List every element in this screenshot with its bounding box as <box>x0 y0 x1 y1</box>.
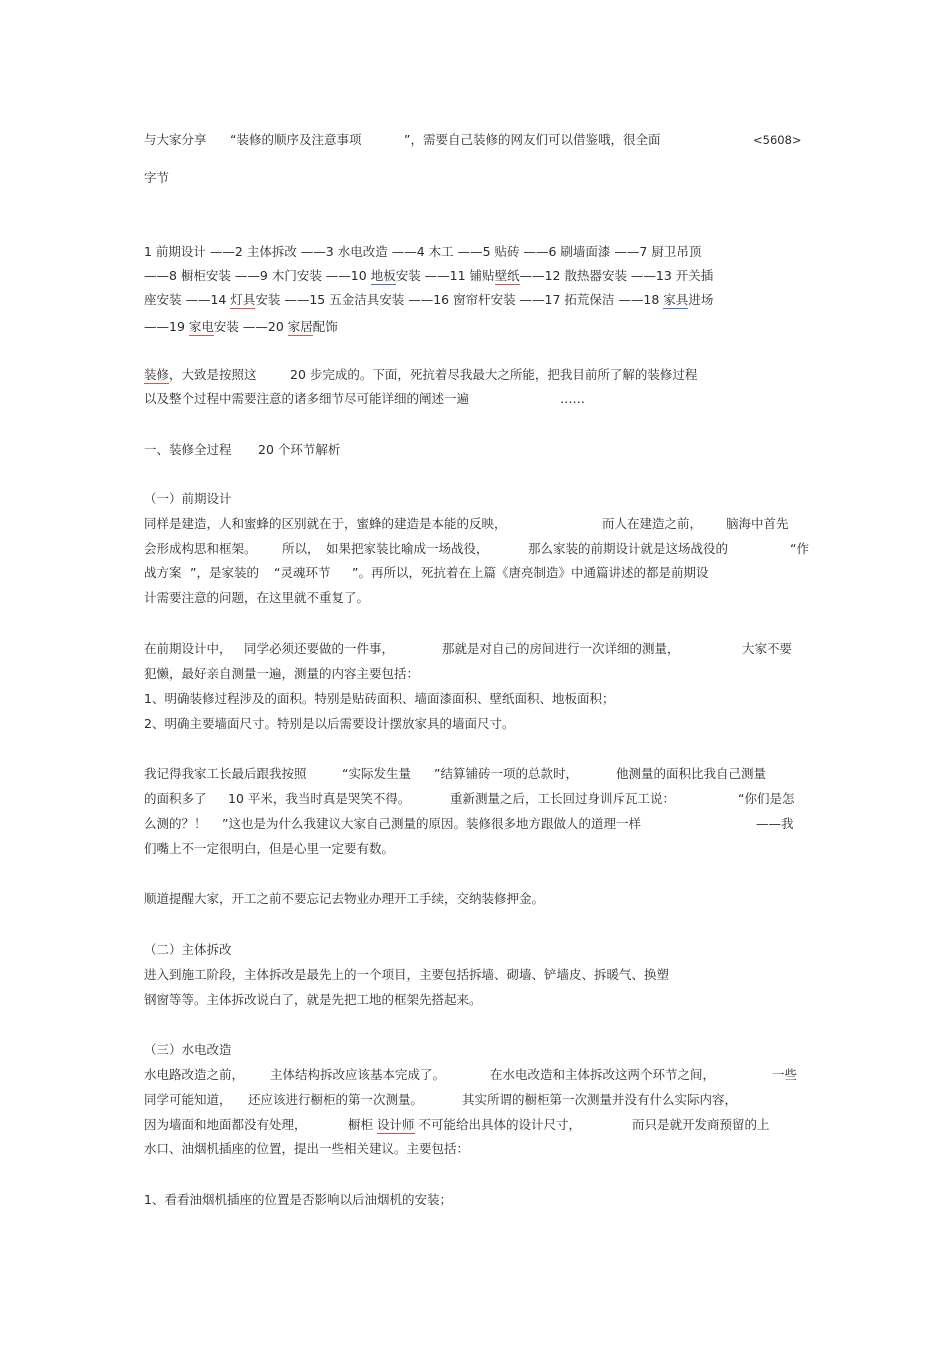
link-appliance[interactable]: 家电 <box>188 319 214 334</box>
steps-text <box>144 267 713 285</box>
sub1-text: 会形成构思和框架。 <box>144 541 257 556</box>
measure-text: 大家不要 <box>742 641 793 656</box>
sub1-text: 如果把家装比喻成一场战役， <box>326 541 489 556</box>
reminder-text: 顺道提醒大家，开工之前不要忘记去物业办理开工手续，交纳装修押金。 <box>144 891 545 906</box>
sub1-text: ”，是家装的 <box>190 565 259 580</box>
sub2-text: 钢窗等等。主体拆改说白了，就是先把工地的框架先搭起来。 <box>144 992 482 1007</box>
steps-text-part: 安装 ——15 五金洁具安装 ——16 窗帘杆安装 ——17 拓荒保洁 ——18 <box>255 292 664 307</box>
section-heading-text: 一、装修全过程 <box>144 442 232 457</box>
steps-text <box>144 291 713 309</box>
intro-size: <5608> <box>753 133 802 147</box>
sub3-text-part: 不可能给出具体的设计尺寸， <box>418 1117 582 1132</box>
measure-text: 同学必须还要做的一件事， <box>244 641 395 656</box>
sub3-text: 同学可能知道， <box>144 1092 232 1107</box>
sub2-text: 进入到施工阶段，主体拆改是最先上的一个项目，主要包括拆墙、砌墙、铲墙皮、拆暖气、换塑 <box>144 967 670 982</box>
story-text: 的面积多了 <box>144 791 207 806</box>
story-text: 么测的？！ <box>144 816 207 831</box>
measure-text: 2、明确主要墙面尺寸。特别是以后需要设计摆放家具的墙面尺寸。 <box>144 716 515 731</box>
sub1-text: 而人在建造之前， <box>602 516 703 531</box>
link-wallpaper[interactable]: 壁纸 <box>494 268 520 283</box>
sub1-text: 同样是建造，人和蜜蜂的区别就在于，蜜蜂的建造是本能的反映， <box>144 516 507 531</box>
steps-text <box>144 318 338 336</box>
para1-text-part: 20 步完成的。下面，死抗着尽我最大之所能，把我目前所了解的装修过程 <box>290 367 698 382</box>
intro-text: ”，需要自己装修的网友们可以借鉴哦，很全面 <box>404 132 661 147</box>
intro-text: 与大家分享 <box>144 132 207 147</box>
story-text: 我记得我家工长最后跟我按照 <box>144 766 307 781</box>
measure-text: 1、明确装修过程涉及的面积。特别是贴砖面积、墙面漆面积、壁纸面积、地板面积； <box>144 691 615 706</box>
para1-ellipsis: …… <box>560 391 585 406</box>
steps-text-part: ——19 <box>144 319 189 334</box>
sub3-text: 水电路改造之前， <box>144 1067 245 1082</box>
sub3-text: 还应该进行橱柜的第一次测量。 <box>248 1092 424 1107</box>
link-home[interactable]: 家居 <box>287 319 313 334</box>
sub1-text: 战方案 <box>144 565 182 580</box>
intro-title: “装修的顺序及注意事项 <box>230 132 362 147</box>
para1-text-part: 以及整个过程中需要注意的诸多细节尽可能详细的阐述一遍 <box>144 391 470 406</box>
steps-text: 1 前期设计 ——2 主体拆改 ——3 水电改造 ——4 木工 ——5 贴砖 ——6 刷墙面漆 ——7 厨卫吊顶 <box>144 244 702 259</box>
sub3-text <box>348 1116 581 1134</box>
story-text: 他测量的面积比我自己测量 <box>616 766 767 781</box>
measure-text: 在前期设计中， <box>144 641 232 656</box>
link-designer[interactable]: 设计师 <box>377 1117 415 1132</box>
sub1-text: “灵魂环节 <box>274 565 331 580</box>
sub1-text: 所以， <box>282 541 320 556</box>
story-text: ”这也是为什么我建议大家自己测量的原因。装修很多地方跟做人的道理一样 <box>222 816 641 831</box>
sub1-text: ”。再所以，死抗着在上篇《唐亮制造》中通篇讲述的都是前期设 <box>352 565 709 580</box>
section-heading-text: 20 个环节解析 <box>258 442 341 457</box>
steps-text-part: 安装 ——11 铺贴 <box>395 268 495 283</box>
sub3-text: 其实所谓的橱柜第一次测量并没有什么实际内容， <box>462 1092 738 1107</box>
sub1-text: 那么家装的前期设计就是这场战役的 <box>528 541 729 556</box>
steps-text-part: 安装 ——20 <box>213 319 288 334</box>
sub3-text: 一些 <box>772 1067 798 1082</box>
para1-text <box>144 366 257 384</box>
steps-text-part: ——12 散热器安装 ——13 开关插 <box>519 268 714 283</box>
link-floor[interactable]: 地板 <box>370 268 396 283</box>
link-zhuangxiu[interactable]: 装修 <box>144 367 170 382</box>
sub3-text: 在水电改造和主体拆改这两个环节之间， <box>490 1067 716 1082</box>
sub3-title-text: （三）水电改造 <box>144 1042 232 1057</box>
sub3-text: 水口、油烟机插座的位置，提出一些相关建议。主要包括： <box>144 1141 470 1156</box>
link-furniture[interactable]: 家具 <box>663 292 689 307</box>
steps-text-part: 座安装 ——14 <box>144 292 231 307</box>
sub1-text: 计需要注意的问题，在这里就不重复了。 <box>144 590 370 605</box>
story-text: ——我 <box>756 816 794 831</box>
sub3-text: 因为墙面和地面都没有处理， <box>144 1117 307 1132</box>
sub1-text: “作 <box>790 541 809 556</box>
story-text: “你们是怎 <box>738 791 795 806</box>
sub3-text: 而只是就开发商预留的上 <box>632 1117 770 1132</box>
measure-text: 那就是对自己的房间进行一次详细的测量， <box>442 641 680 656</box>
sub1-text: 脑海中首先 <box>726 516 789 531</box>
link-light[interactable]: 灯具 <box>230 292 256 307</box>
sub3-text-part: 橱柜 <box>348 1117 374 1132</box>
story-text: 们嘴上不一定很明白，但是心里一定要有数。 <box>144 841 395 856</box>
sub3-text: 主体结构拆改应该基本完成了。 <box>270 1067 446 1082</box>
sub3-text: 1、看看油烟机插座的位置是否影响以后油烟机的安装； <box>144 1192 452 1207</box>
para1-text-part: ，大致是按照这 <box>169 367 257 382</box>
steps-text-part: 进场 <box>688 292 714 307</box>
steps-text-part: 配饰 <box>312 319 338 334</box>
steps-text-part: ——8 橱柜安装 ——9 木门安装 ——10 <box>144 268 371 283</box>
sub2-title-text: （二）主体拆改 <box>144 942 232 957</box>
story-text: ”结算铺砖一项的总款时， <box>434 766 578 781</box>
story-text: “实际发生量 <box>342 766 411 781</box>
intro-unit-text: 字节 <box>144 170 170 185</box>
sub1-title-text: （一）前期设计 <box>144 491 232 506</box>
story-text: 10 平米，我当时真是哭笑不得。 <box>228 791 411 806</box>
measure-text: 犯懒，最好亲自测量一遍，测量的内容主要包括： <box>144 666 420 681</box>
story-text: 重新测量之后，工长回过身训斥瓦工说： <box>450 791 676 806</box>
